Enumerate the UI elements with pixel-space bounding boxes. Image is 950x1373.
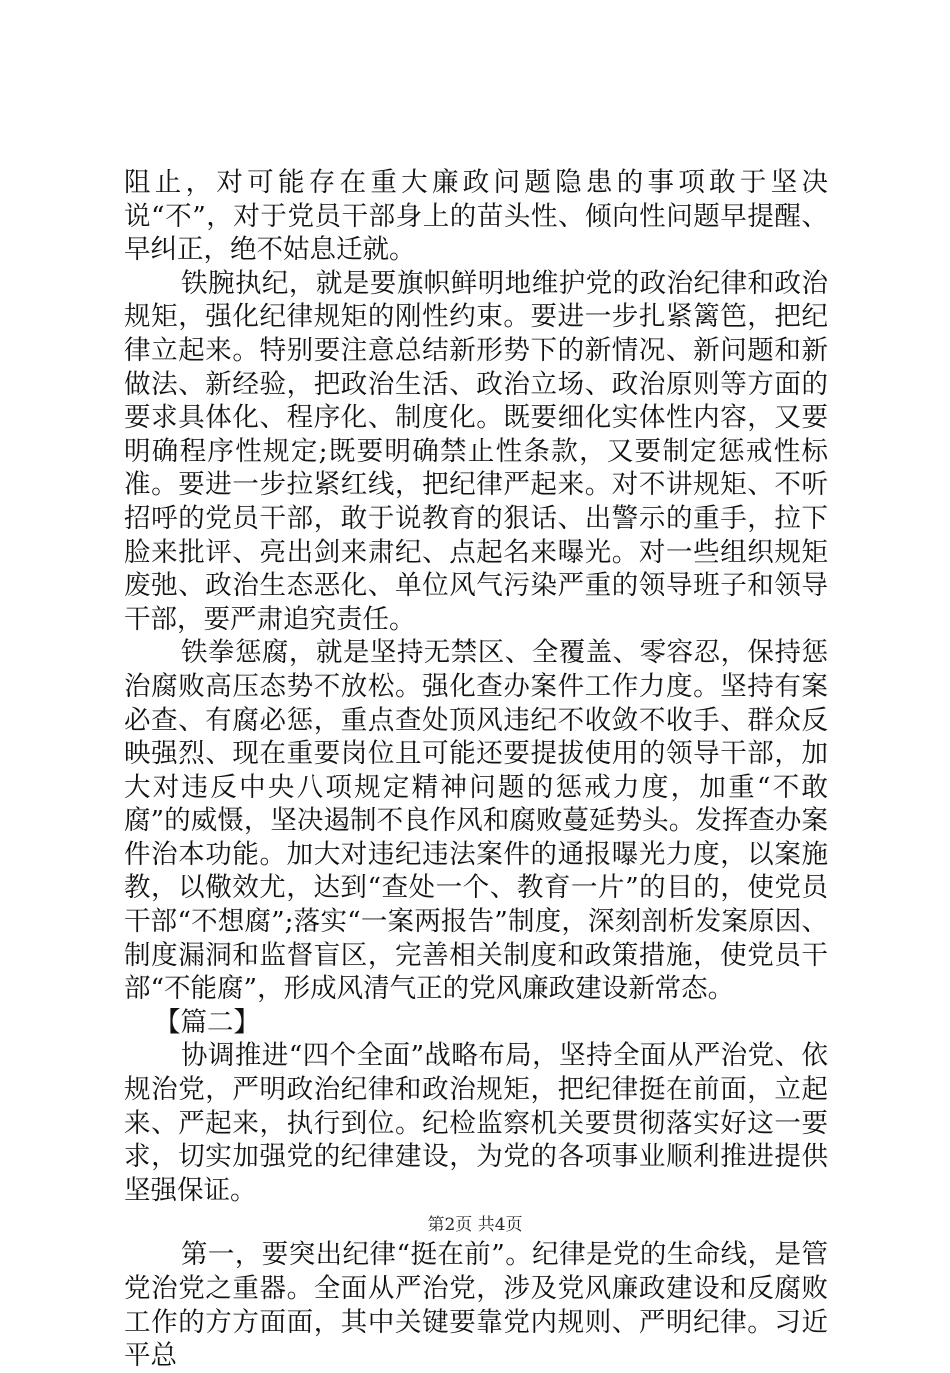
- page-footer: 第2页 共4页: [427, 1215, 523, 1235]
- document-body: [124, 166, 828, 1373]
- paragraph-continuation: 阻止，对可能存在重大廉政问题隐患的事项敢于坚决说“不”，对于党员干部身上的苗头性、倾向性问题早提醒、早纠正，绝不姑息迁就。: [124, 167, 828, 266]
- section-heading: 【篇二】: [154, 1006, 260, 1038]
- paragraph-four-comprehensives: 协调推进“四个全面”战略布局，坚持全面从严治党、依规治党，严明政治纪律和政治规矩，把纪律挺在前面，立起来、严起来，执行到位。纪检监察机关要贯彻落实好这一要求，切实加强党的纪律建设，为党的各项事业顺利推进提供坚强保证。: [124, 1040, 828, 1206]
- paragraph-iron-discipline: 铁腕执纪，就是要旗帜鲜明地维护党的政治纪律和政治规矩，强化纪律规矩的刚性约束。要进一步扎紧篱笆，把纪律立起来。特别要注意总结新形势下的新情况、新问题和新做法、新经验，把政治生活、政治立场、政治原则等方面的要求具体化、程序化、制度化。既要细化实体性内容，又要明确程序性规定;既要明确禁止性条款，又要制定惩戒性标准。要进一步拉紧红线，把纪律严起来。对不讲规矩、不听招呼的党员干部，敢于说教育的狠话、出警示的重手，拉下脸来批评、亮出剑来肃纪、点起名来曝光。对一些组织规矩废弛、政治生态恶化、单位风气污染严重的领导班子和领导干部，要严肃追究责任。: [124, 267, 828, 635]
- paragraph-first-point: 第一，要突出纪律“挺在前”。纪律是党的生命线，是管党治党之重器。全面从严治党，涉及党风廉政建设和反腐败工作的方方面面，其中关键要靠党内规则、严明纪律。习近平总: [124, 1239, 828, 1372]
- paragraph-iron-fist: 铁拳惩腐，就是坚持无禁区、全覆盖、零容忍，保持惩治腐败高压态势不放松。强化查办案件工作力度。坚持有案必查、有腐必惩，重点查处顶风违纪不收敛不收手、群众反映强烈、现在重要岗位且可能还要提拔使用的领导干部，加大对违反中央八项规定精神问题的惩戒力度，加重“不敢腐”的威慑，坚决遏制不良作风和腐败蔓延势头。发挥查办案件治本功能。加大对违纪违法案件的通报曝光力度，以案施教，以儆效尤，达到“查处一个、教育一片”的目的，使党员干部“不想腐”;落实“一案两报告”制度，深刻剖析发案原因、制度漏洞和监督盲区，完善相关制度和政策措施，使党员干部“不能腐”，形成风清气正的党风廉政建设新常态。: [124, 637, 828, 1005]
